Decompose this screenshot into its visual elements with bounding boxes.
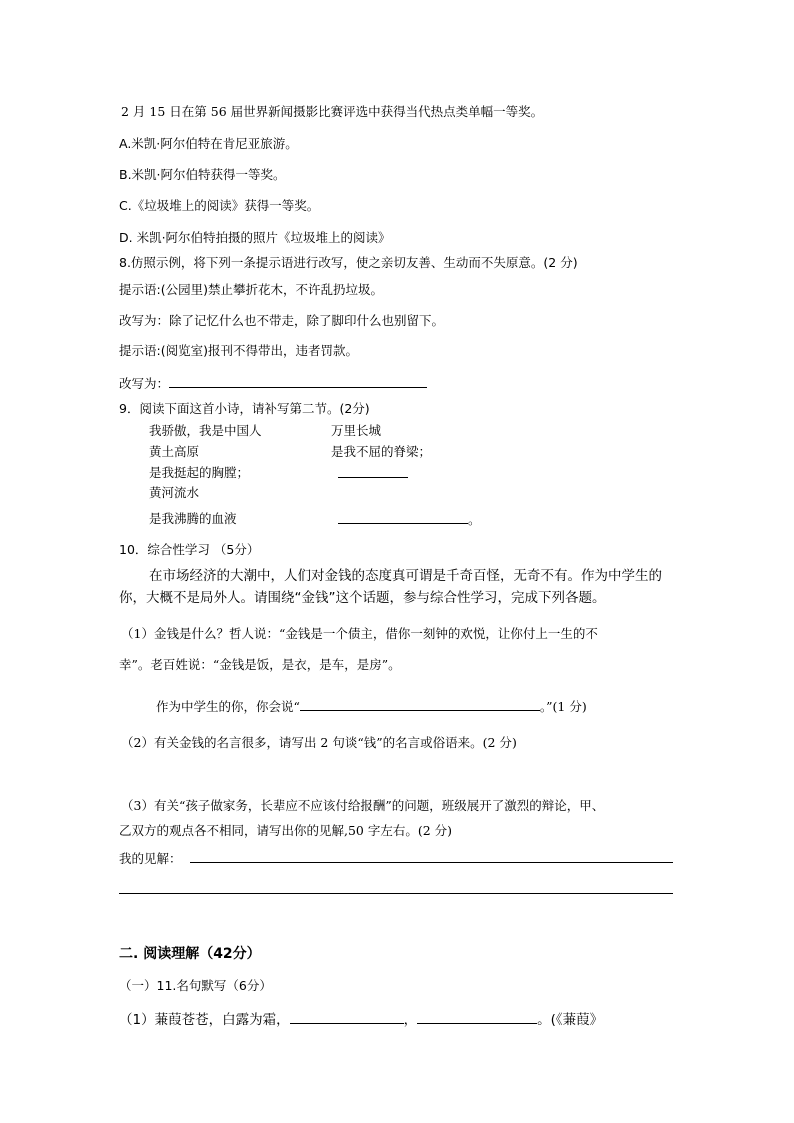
q10-sub1-blank[interactable] [300, 698, 540, 711]
opinion-answer-line-2[interactable] [119, 893, 673, 894]
poem-fill-comma: ， [403, 1012, 418, 1028]
q9-question: 9．阅读下面这首小诗，请补写第二节。(2分) [119, 401, 370, 416]
q7-intro-text: 2 月 15 日在第 56 届世界新闻摄影比赛评选中获得当代热点类单幅一等奖。 [121, 104, 544, 119]
q10-sub2: （2）有关金钱的名言很多，请写出 2 句谈“钱”的名言或俗语来。(2 分) [121, 735, 517, 750]
q8-task-prompt: 提示语:(阅览室)报刊不得带出，违者罚款。 [119, 343, 358, 358]
q10-intro-line-2: 你，大概不是局外人。请围绕“金钱”这个话题，参与综合性学习，完成下列各题。 [119, 590, 606, 606]
poem-fill-prefix: （1）蒹葭苍苍，白露为霜， [119, 1012, 290, 1028]
q8-example-rewrite: 改写为：除了记忆什么也不带走，除了脚印什么也别留下。 [119, 313, 445, 328]
poem-fill-blank-2[interactable] [417, 1011, 537, 1024]
opinion-answer-line-1[interactable] [190, 862, 673, 863]
q7-option-c: C.《垃圾堆上的阅读》获得一等奖。 [119, 198, 320, 213]
q8-example-prompt: 提示语:(公园里)禁止攀折花木，不许乱扔垃圾。 [119, 282, 383, 297]
q7-option-d: D. 米凯·阿尔伯特拍摄的照片《垃圾堆上的阅读》 [119, 230, 391, 245]
poem-fill-blank-1[interactable] [290, 1011, 404, 1024]
q8-answer-blank[interactable] [169, 375, 427, 388]
q10-question: 10．综合性学习 （5分） [119, 542, 260, 557]
poem-right-line-2: 是我不屈的脊梁； [331, 444, 432, 459]
poem-right-line-1: 万里长城 [331, 423, 382, 438]
q8-rewrite-line [119, 375, 427, 392]
q10-sub1-line-1: （1）金钱是什么？哲人说：“金钱是一个债主，借你一刻钟的欢悦，让你付上一生的不 [121, 626, 598, 641]
q8-question: 8.仿照示例，将下列一条提示语进行改写，使之亲切友善、生动而不失原意。(2 分) [119, 255, 578, 270]
q10-intro-line-1: 在市场经济的大潮中，人们对金钱的态度真可谓是千奇百怪，无奇不有。作为中学生的 [149, 568, 662, 584]
q10-sub1-suffix: 。”(1 分) [539, 699, 587, 714]
q7-option-a: A.米凯·阿尔伯特在肯尼亚旅游。 [119, 136, 298, 151]
q10-sub3-line-1: （3）有关“孩子做家务，长辈应不应该付给报酬”的问题，班级展开了激烈的辩论，甲、 [121, 798, 605, 813]
poem-blank-2[interactable] [338, 511, 468, 524]
q7-option-b: B.米凯·阿尔伯特获得一等奖。 [119, 167, 286, 182]
poem-left-line-4: 黄河流水 [149, 485, 200, 500]
poem-fill-line [119, 1011, 603, 1028]
q10-sub1-answer-line [156, 698, 587, 715]
section2-part1-title: （一）11.名句默写（6分） [119, 978, 272, 993]
poem-left-line-1: 我骄傲，我是中国人 [149, 423, 262, 438]
poem-blank-2-line [338, 511, 481, 528]
q10-sub3-line-2: 乙双方的观点各不相同，请写出你的见解,50 字左右。(2 分) [119, 823, 453, 838]
q10-opinion-label: 我的见解： [119, 851, 182, 866]
poem-blank-1[interactable] [338, 477, 408, 478]
poem-left-line-3: 是我挺起的胸膛； [149, 465, 250, 480]
q10-sub1-line-2: 幸”。老百姓说：“金钱是饭，是衣，是车，是房”。 [119, 657, 401, 672]
poem-end-mark: 。 [468, 512, 481, 527]
poem-fill-source: 。(《蒹葭》 [537, 1012, 604, 1028]
poem-left-line-5: 是我沸腾的血液 [149, 511, 237, 526]
q10-sub1-prefix: 作为中学生的你，你会说“ [156, 699, 300, 714]
section2-heading: 二. 阅读理解（42分） [119, 946, 261, 962]
q8-rewrite-label: 改写为： [119, 376, 170, 391]
poem-left-line-2: 黄土高原 [149, 444, 200, 459]
